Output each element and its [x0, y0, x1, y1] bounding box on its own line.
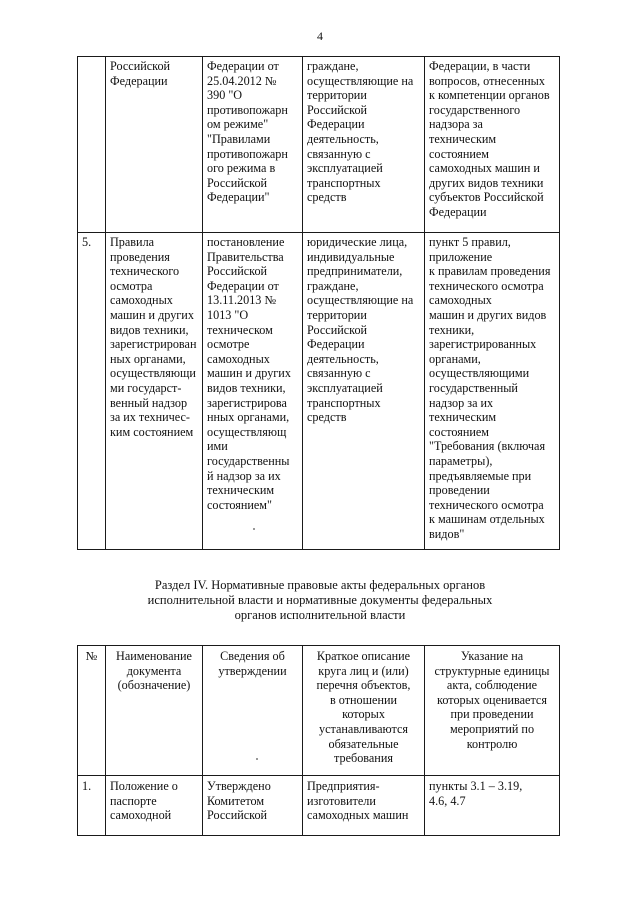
header-structural-units: Указание на структурные единицы акта, соблюдение которых оценивается при проведении мероприятий по контролю — [425, 646, 560, 776]
header-document-name: Наименование документа (обозначение) — [106, 646, 203, 776]
row-number-cell — [78, 57, 106, 233]
document-name-cell: Российской Федерации — [106, 57, 203, 233]
table-row — [78, 57, 560, 233]
document-name-cell: Правила проведения технического осмотра самоходных машин и других видов техники, зарегистрирован ных органами, осуществляющи ми государст- венный надзор за их техничес- ким состоянием — [106, 233, 203, 550]
scan-speck — [253, 528, 255, 530]
normative-acts-table — [77, 645, 560, 836]
structural-units-cell: Федерации, в части вопросов, отнесенных к компетенции органов государственного надзора за техническим состоянием самоходных машин и других видов техники субъектов Российской Федерации — [425, 57, 560, 233]
row-number-cell: 5. — [78, 233, 106, 550]
header-number: № — [78, 646, 106, 776]
scan-speck — [256, 758, 258, 760]
structural-units-cell: пункт 5 правил, приложение к правилам проведения технического осмотра самоходных машин и других видов техники, зарегистрированных органами, осуществляющими государственный надзор за их техническим состоянием "Требования (включая параметры), предъявляемые при проведении технического осмотра к машинам отдельных видов" — [425, 233, 560, 550]
table-header-row — [78, 646, 560, 776]
approval-info-cell: Федерации от 25.04.2012 № 390 "О противопожарн ом режиме" "Правилами противопожарн ого режима в Российской Федерации" — [203, 57, 303, 233]
affected-persons-cell: юридические лица, индивидуальные предприниматели, граждане, осуществляющие на территории Российской Федерации деятельность, связанную с эксплуатацией транспортных средств — [303, 233, 425, 550]
header-approval-info: Сведения об утверждении — [203, 646, 303, 776]
continued-requirements-table — [77, 56, 560, 550]
affected-persons-cell: граждане, осуществляющие на территории Российской Федерации деятельность, связанную с эксплуатацией транспортных средств — [303, 57, 425, 233]
approval-info-cell: постановление Правительства Российской Федерации от 13.11.2013 № 1013 "О техническом осмотре самоходных машин и других видов техники, зарегистрирова нных органами, осуществляющ ими государственны й надзор за их техническим состоянием" — [203, 233, 303, 550]
page-number: 4 — [317, 29, 323, 43]
row-number-cell: 1. — [78, 776, 106, 836]
document-name-cell: Положение о паспорте самоходной — [106, 776, 203, 836]
header-affected-persons: Краткое описание круга лиц и (или) перечня объектов, в отношении которых устанавливаются обязательные требования — [303, 646, 425, 776]
table-row — [78, 776, 560, 836]
approval-info-cell: Утверждено Комитетом Российской — [203, 776, 303, 836]
structural-units-cell: пункты 3.1 – 3.19, 4.6, 4.7 — [425, 776, 560, 836]
table-row — [78, 233, 560, 550]
section-title: Раздел IV. Нормативные правовые акты федеральных органов исполнительной власти и нормативные документы федеральных органов исполнительной власти — [147, 578, 493, 622]
affected-persons-cell: Предприятия- изготовители самоходных машин — [303, 776, 425, 836]
